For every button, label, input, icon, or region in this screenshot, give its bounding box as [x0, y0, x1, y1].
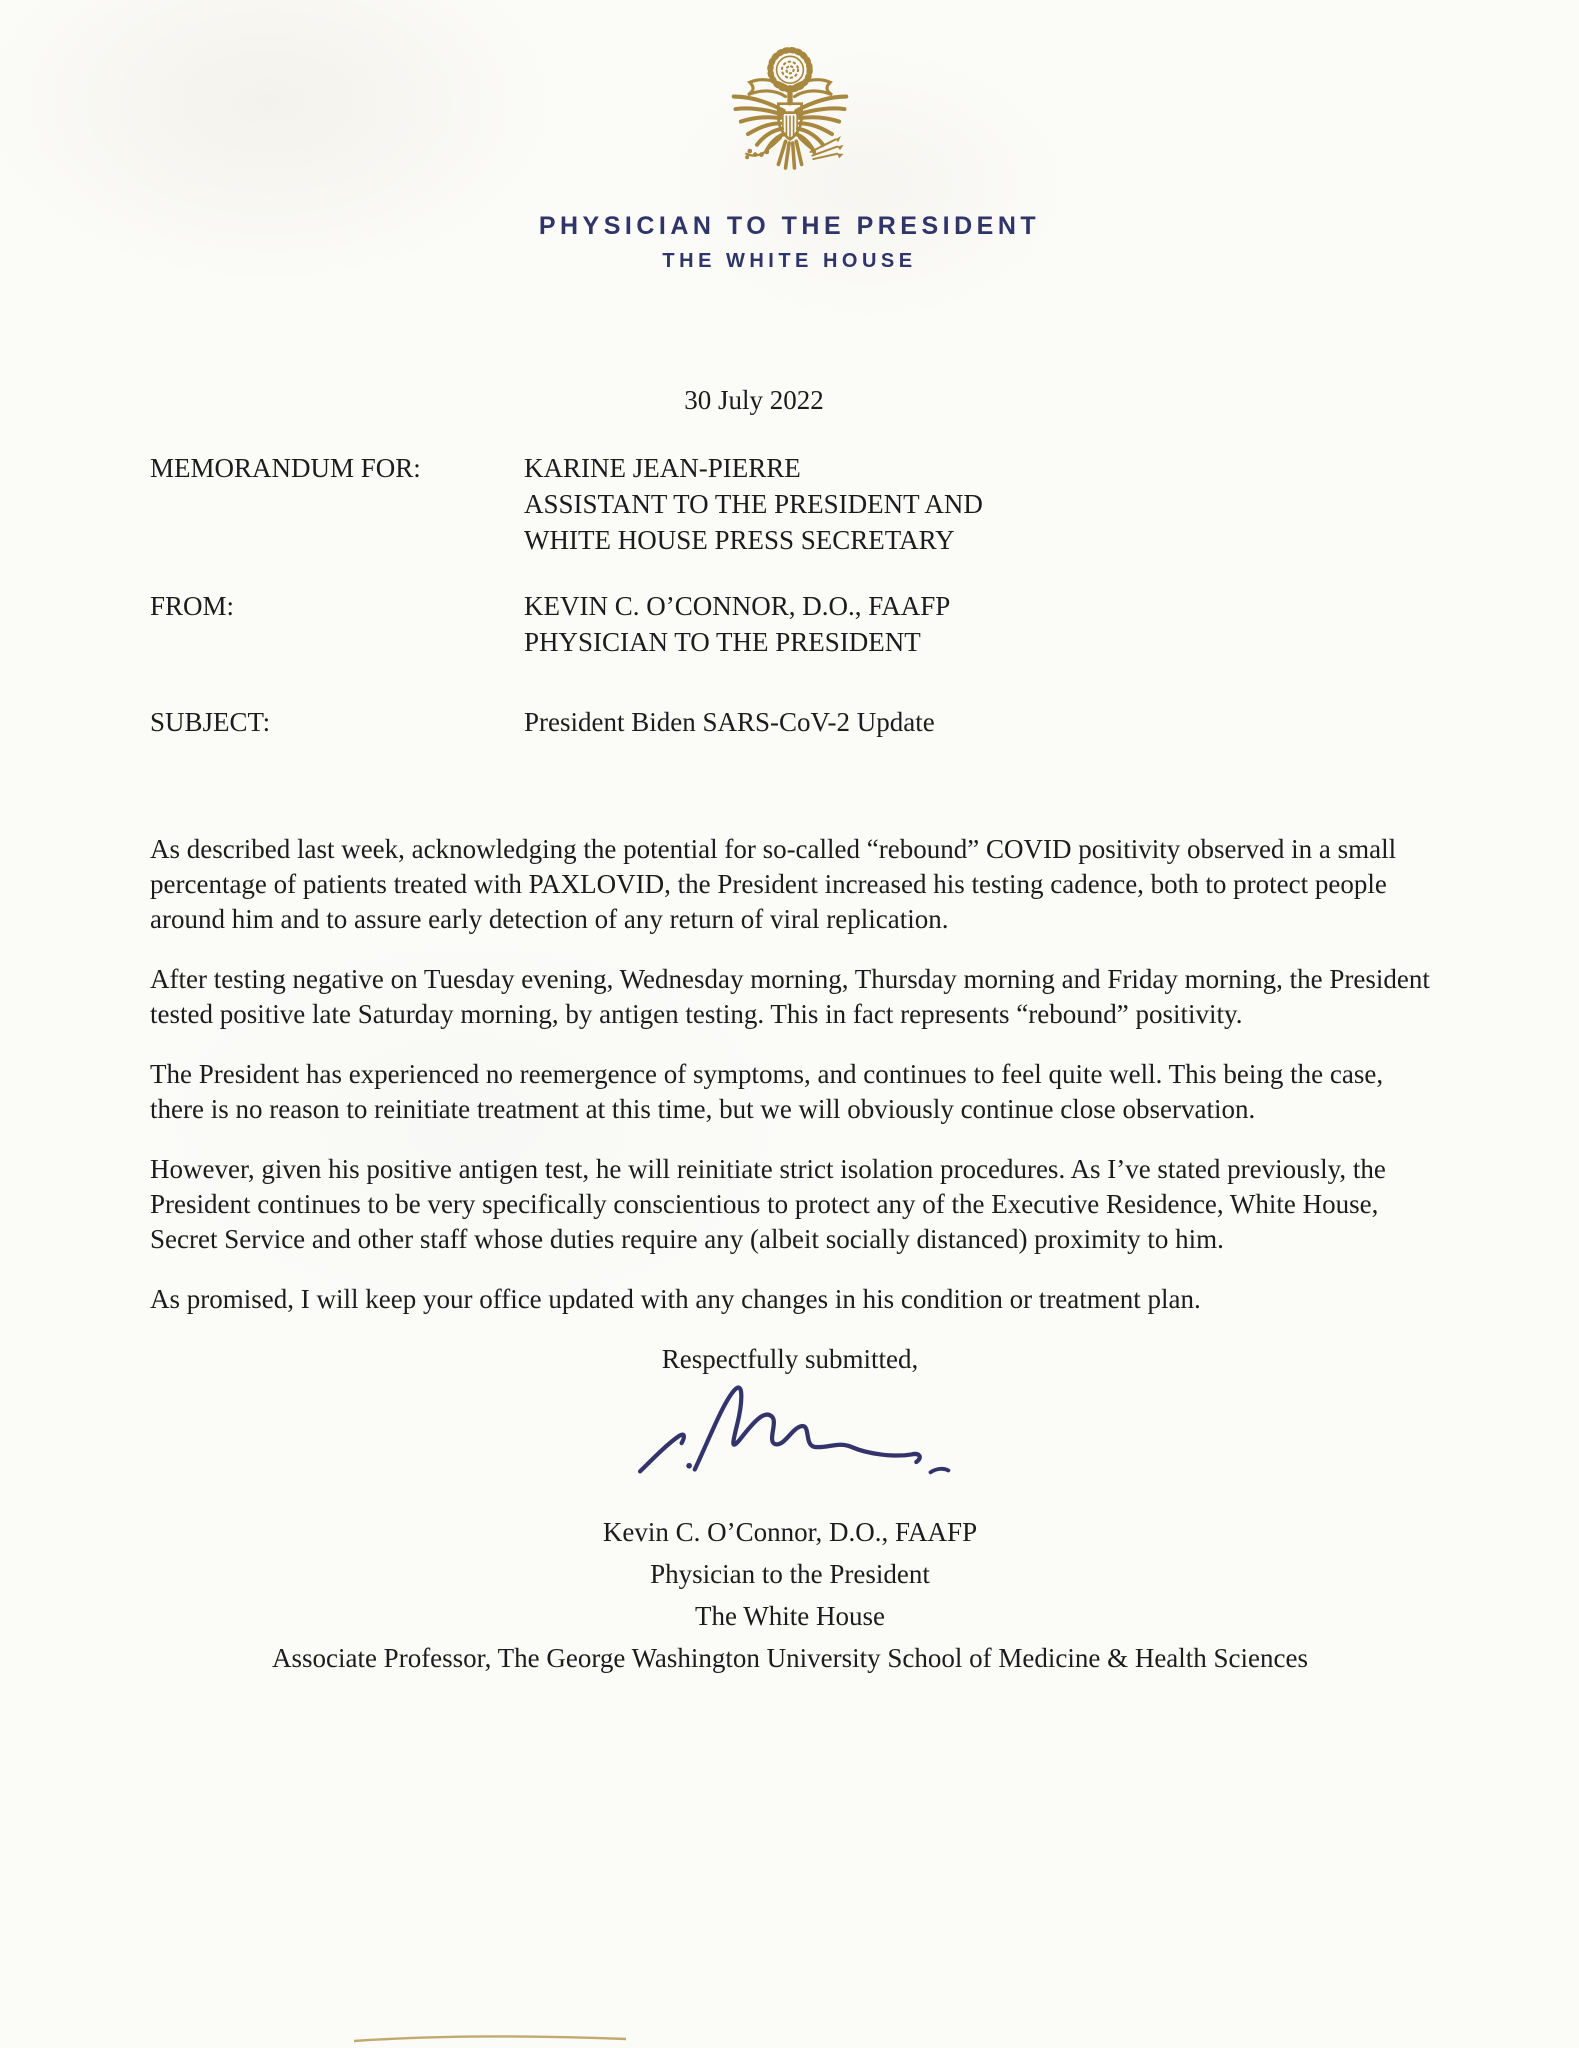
memo-field-subject — [150, 704, 1430, 740]
memo-field-value-line: KEVIN C. O’CONNOR, D.O., FAAFP — [524, 591, 951, 621]
memo-field-label: MEMORANDUM FOR: — [150, 453, 421, 483]
body-paragraph: However, given his positive antigen test, he will reinitiate strict isolation procedures. As I’ve stated previously, the President continues to be very specifically conscientious to protect any of the Executive Residence, White House, Secret Service and other staff whose duties require any (albeit socially distanced) proximity to him. — [150, 1154, 1386, 1254]
great-seal-eagle-icon — [723, 46, 857, 190]
signer-affiliation: Associate Professor, The George Washington University School of Medicine & Health Sciences — [271, 1643, 1309, 1673]
body-paragraph: As described last week, acknowledging the potential for so-called “rebound” COVID positivity observed in a small percentage of patients treated with PAXLOVID, the President increased his testing cadence, both to protect people around him and to assure early detection of any return of viral replication. — [150, 834, 1397, 934]
memo-field-memorandum-for — [150, 450, 1430, 558]
signer-name: Kevin C. O’Connor, D.O., FAAFP — [602, 1517, 978, 1547]
letterhead-subtitle: THE WHITE HOUSE — [662, 250, 917, 272]
signature-icon — [614, 1379, 966, 1511]
memo-field-values — [524, 704, 935, 740]
memo-field-values — [524, 450, 983, 558]
memo-content — [0, 385, 1579, 1679]
signer-title: Physician to the President — [650, 1559, 930, 1589]
memo-field-values — [524, 588, 950, 660]
memo-date: 30 July 2022 — [684, 385, 824, 415]
memo-field-label: FROM: — [150, 591, 235, 621]
closing-line: Respectfully submitted, — [661, 1344, 919, 1374]
memo-field-value-line: ASSISTANT TO THE PRESIDENT AND — [524, 489, 983, 519]
memo-header-block — [150, 450, 1430, 740]
body-paragraph: The President has experienced no reemergence of symptoms, and continues to feel quite well. This being the case, there is no reason to reinitiate treatment at this time, but we will obviously continue close observation. — [150, 1059, 1384, 1124]
memo-body — [150, 832, 1430, 1317]
signer-org: The White House — [695, 1601, 885, 1631]
memo-field-value-line: PHYSICIAN TO THE PRESIDENT — [524, 627, 921, 657]
letterhead-title: PHYSICIAN TO THE PRESIDENT — [538, 212, 1041, 240]
signature-block — [150, 1511, 1430, 1679]
body-paragraph: As promised, I will keep your office updated with any changes in his condition or treatment plan. — [150, 1284, 1201, 1314]
memo-field-from — [150, 588, 1430, 660]
memo-field-value-line: President Biden SARS-CoV-2 Update — [524, 707, 935, 737]
memo-field-label: SUBJECT: — [150, 707, 271, 737]
memo-field-value-line: WHITE HOUSE PRESS SECRETARY — [524, 525, 955, 555]
memo-field-value-line: KARINE JEAN-PIERRE — [524, 453, 801, 483]
gold-arc-line — [352, 2030, 628, 2044]
body-paragraph: After testing negative on Tuesday evening, Wednesday morning, Thursday morning and Friday morning, the President tested positive late Saturday morning, by antigen testing. This in fact represents “rebound” positivity. — [150, 964, 1430, 1029]
